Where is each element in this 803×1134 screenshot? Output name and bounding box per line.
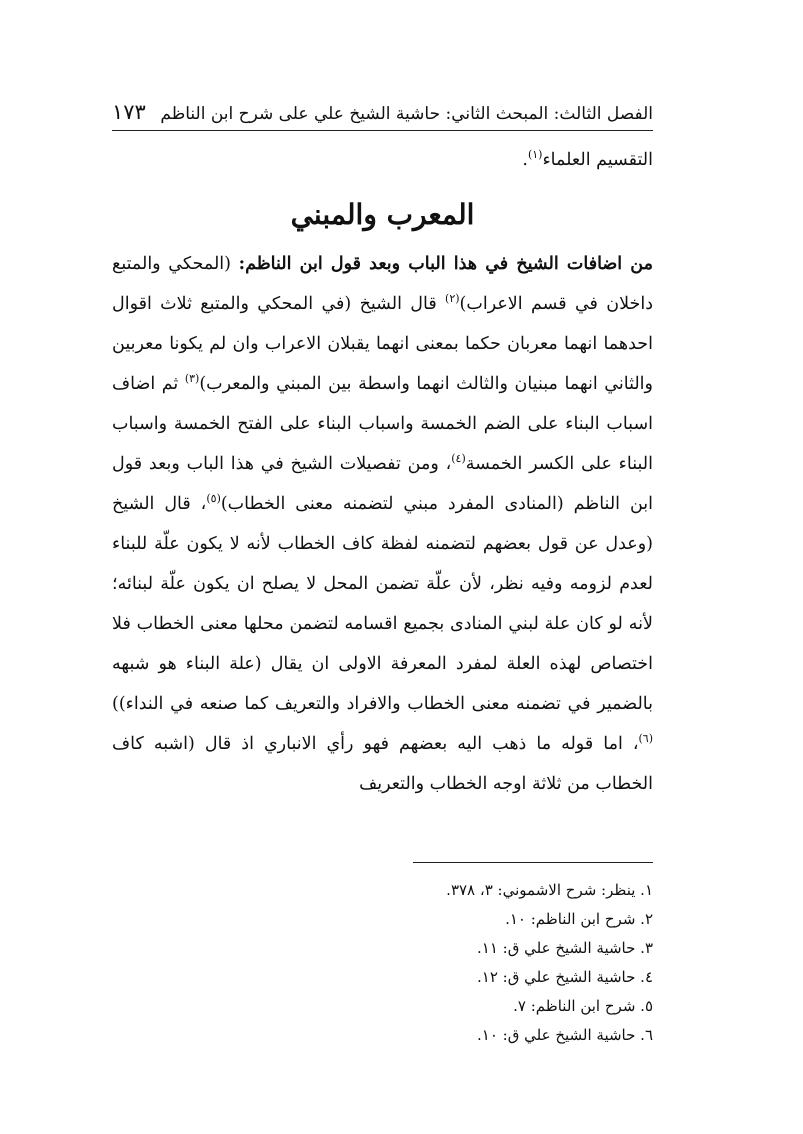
paragraph-segment-6: ، اما قوله ما ذهب اليه بعضهم فهو رأي الانباري اذ قال (اشبه كاف الخطاب من ثلاثة اوجه الخطاب والتعريف <box>112 734 653 794</box>
footnote-ref-2: (٢) <box>445 292 460 306</box>
paragraph-segment-5: ، قال الشيخ (وعدل عن قول بعضهم لتضمنه لفظة كاف الخطاب لأنه لا يكون علّة للبناء لعدم لزومه وفيه نظر، لأن علّة تضمن المحل لا يصلح ان يكون علّة لبنائه؛ لأنه لو كان علة لبني المنادى بجميع اقسامه لتضمن محلها معنى الخطاب فلا اختصاص لهذه العلة لمفرد المعرفة الاولى ان يقال (علة البناء هو شبهه بالضمير في تضمنه معنى الخطاب والافراد والتعريف كما صنعه في النداء)) <box>112 494 653 714</box>
footnote-item: ١. ينظر: شرح الاشموني: ٣، ٣٧٨. <box>446 881 653 899</box>
footnote-item: ٢. شرح ابن الناظم: ١٠. <box>505 910 653 928</box>
footnote-ref-4: (٤) <box>451 452 466 466</box>
body-text <box>112 140 653 804</box>
main-paragraph <box>112 244 653 804</box>
footnote-ref-6: (٦) <box>638 732 653 746</box>
paragraph-segment-2: قال الشيخ (في المحكي والمتبع ثلاث اقوال احدهما انهما معربان حكما بمعنى انهما يقبلان الاعراب وان لم يكونا معربين والثاني انهما مبنيان والثالث انهما واسطة بين المبني والمعرب) <box>112 294 653 394</box>
paragraph-lead: من اضافات الشيخ في هذا الباب وبعد قول ابن الناظم: <box>238 254 653 274</box>
paragraph-segment-3: ثم اضاف اسباب البناء على الضم الخمسة واسباب البناء على الفتح الخمسة واسباب البناء على الكسر الخمسة <box>112 374 654 474</box>
footnote-ref-5: (٥) <box>206 492 221 506</box>
footnote-divider <box>413 862 653 863</box>
page-number: ١٧٣ <box>112 100 146 124</box>
footnote-item: ٣. حاشية الشيخ علي ق: ١١. <box>477 939 653 957</box>
running-header <box>112 92 653 131</box>
footnote-item: ٦. حاشية الشيخ علي ق: ١٠. <box>477 1026 653 1044</box>
footnote-ref-3: (٣) <box>184 372 200 386</box>
opening-line-end: . <box>522 150 528 170</box>
paragraph-segment-1: (المحكي والمتبع داخلان في قسم الاعراب) <box>112 254 653 314</box>
opening-line <box>112 140 653 180</box>
opening-line-text: التقسيم العلماء <box>542 150 653 170</box>
footnotes-list <box>353 876 653 1050</box>
footnote-item: ٥. شرح ابن الناظم: ٧. <box>513 997 653 1015</box>
header-title: الفصل الثالث: المبحث الثاني: حاشية الشيخ علي على شرح ابن الناظم <box>160 104 653 124</box>
footnote-item: ٤. حاشية الشيخ علي ق: ١٢. <box>477 968 653 986</box>
section-heading: المعرب والمبني <box>290 198 475 231</box>
paragraph-segment-4: ، ومن تفصيلات الشيخ في هذا الباب وبعد قول ابن الناظم (المنادى المفرد مبني لتضمنه معنى الخطاب) <box>112 454 654 514</box>
footnote-ref-1: (١) <box>527 148 543 162</box>
